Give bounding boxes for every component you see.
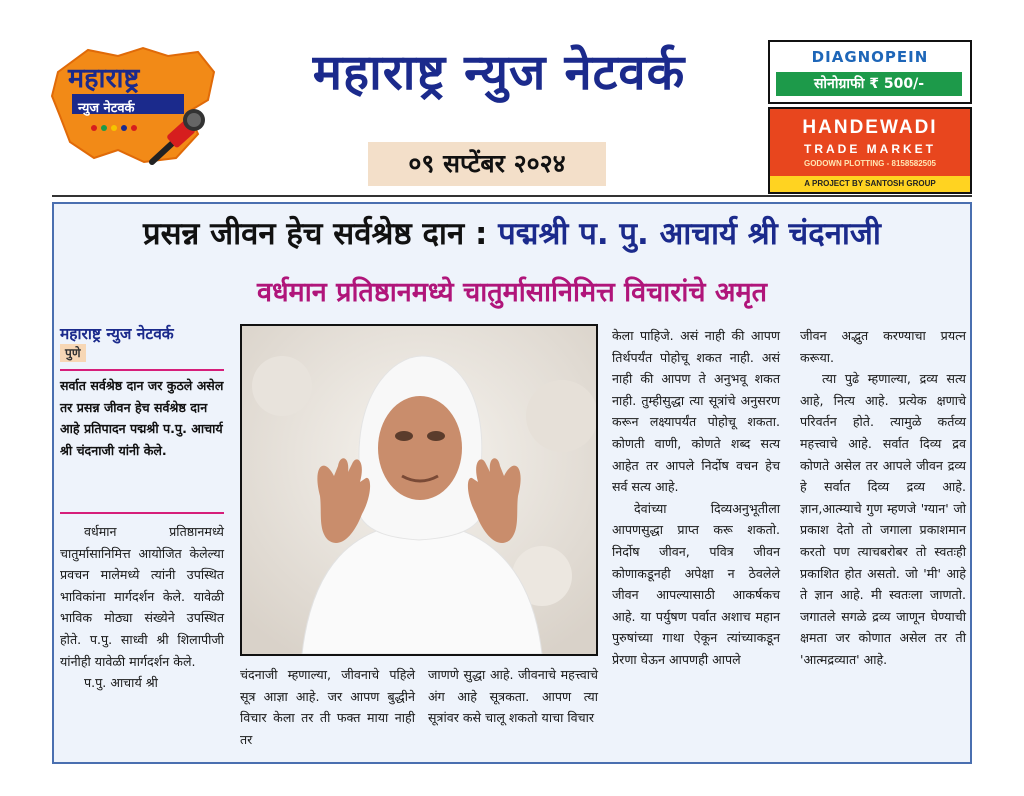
column-2: चंदनाजी म्हणाल्या, जीवनाचे पहिले सूत्र आज्ञा आहे. जर आपण बुद्धीने विचार केला तर ती फक्त माया नाही तर (240, 667, 415, 747)
headline-part2: पद्मश्री प. पु. आचार्य श्री चंदनाजी (498, 216, 881, 252)
ad-tagline: A PROJECT BY SANTOSH GROUP (770, 176, 970, 192)
byline: महाराष्ट्र न्युज नेटवर्क (60, 325, 174, 343)
column-3: जाणणे सुद्धा आहे. जीवनाचे महत्त्वाचे अंग आहे सूत्रकता. आपण त्या सूत्रांवर कसे चालू शकतो याचा विचार (428, 667, 598, 726)
logo-title: महाराष्ट्र (68, 63, 140, 94)
masthead-divider (52, 195, 972, 197)
ad-phone: GODOWN PLOTTING - 8158582505 (803, 159, 937, 168)
trade-market-ad[interactable] (768, 107, 972, 194)
ad-name: HANDEWADI (802, 117, 938, 138)
newspaper-title: महाराष्ट्र न्युज नेटवर्क (312, 44, 686, 101)
col5-paragraph-2: त्या पुढे म्हणाल्या, द्रव्य सत्य आहे, नित्य आहे. प्रत्येक क्षणाचे परिवर्तन होते. त्यामुळे कर्तव्य महत्त्वाचे आहे. सर्वात दिव्य द्रव कोणते असेल तर आपले जीवन द्रव्य हे सर्वात दिव्य द्रव्य आहे. ज्ञान,आत्म्याचे गुण म्हणजे 'ग्यान' जो प्रकाश देतो तो जगाला प्रकाशमान करतो पण त्याचबरोबर तो स्वतःही प्रकाशित होत असतो. जो 'मी' आहे ते ज्ञान आहे. मी स्वतःला जाणतो. जगातले सगळे द्रव्य जाणून घेण्याची क्षमता जर कोणात असेल तर ती 'आत्मद्रव्यात' आहे. (800, 371, 966, 667)
newspaper-logo (48, 42, 220, 170)
article-subheadline: वर्धमान प्रतिष्ठानमध्ये चातुर्मासानिमित्त विचारांचे अमृत (256, 277, 768, 308)
intro-top-rule (60, 369, 224, 371)
ad-offer: सोनोग्राफी ₹ 500/- (776, 72, 962, 96)
article-intro: सर्वात सर्वश्रेष्ठ दान जर कुठले असेल तर प्रसन्न जीवन हेच सर्वश्रेष्ठ दान आहे प्रतिपादन पद्मश्री प.पु. आचार्य श्री चंदनाजी यांनी केले. (60, 378, 224, 458)
issue-date: ०९ सप्टेंबर २०२४ (368, 142, 606, 186)
article-photo (240, 324, 598, 656)
ad-brand: DIAGNOPEIN (811, 48, 929, 66)
col1-paragraph: वर्धमान प्रतिष्ठानमध्ये चातुर्मासानिमित्त आयोजित केलेल्या प्रवचन मालेमध्ये त्यांनी उपस्थित भाविकांना मार्गदर्शन केले. यावेळी भाविक मोठ्या संख्येने उपस्थित होते. प.पु. साध्वी श्री शिलापीजी यांनीही यावेळी मार्गदर्शन केले. (60, 524, 224, 669)
headline-part1: प्रसन्न जीवन हेच सर्वश्रेष्ठ दान : (143, 216, 499, 252)
column-4 (612, 325, 780, 671)
article-headline (52, 212, 972, 254)
ad-subtitle: TRADE MARKET (804, 142, 936, 156)
column-1 (60, 521, 224, 694)
column-5 (800, 325, 966, 671)
logo-subtitle: न्युज नेटवर्क (78, 101, 135, 116)
portrait-photo (242, 326, 596, 654)
dateline-place: पुणे (60, 344, 86, 362)
col4-paragraph-1: केला पाहिजे. असं नाही की आपण तिर्थपर्यंत पोहोचू शकत नाही. असं नाही की आपण ते अनुभवू शकत नाही. तुम्हीसुद्धा त्या सूत्रांचे अनुसरण करून लक्ष्यापर्यंत पोहोचू शकता. कोणती वाणी, कोणते शब्द सत्य आहेत तर आपले निर्दोष वचन हेच सर्व सत्य आहे. (612, 328, 780, 495)
col1-paragraph-2: प.पु. आचार्य श्री (84, 675, 158, 691)
intro-bottom-rule (60, 512, 224, 514)
col4-paragraph-2: देवांच्या दिव्यअनुभूतीला आपणसुद्धा प्राप्त करू शकतो. निर्दोष जीवन, पवित्र जीवन कोणाकडूनही अपेक्षा न ठेवलेले जीवन आपल्यासाठी आकर्षकच आहे. या पर्युषण पर्वात अशाच महान पुरुषांच्या गाथा ऐकून त्यांच्याकडून प्रेरणा घेऊन आपणही आपले (612, 500, 780, 667)
diagnostic-ad[interactable] (768, 40, 972, 104)
col5-paragraph-1: जीवन अद्भुत करण्याचा प्रयत्न करूया. (800, 328, 966, 365)
